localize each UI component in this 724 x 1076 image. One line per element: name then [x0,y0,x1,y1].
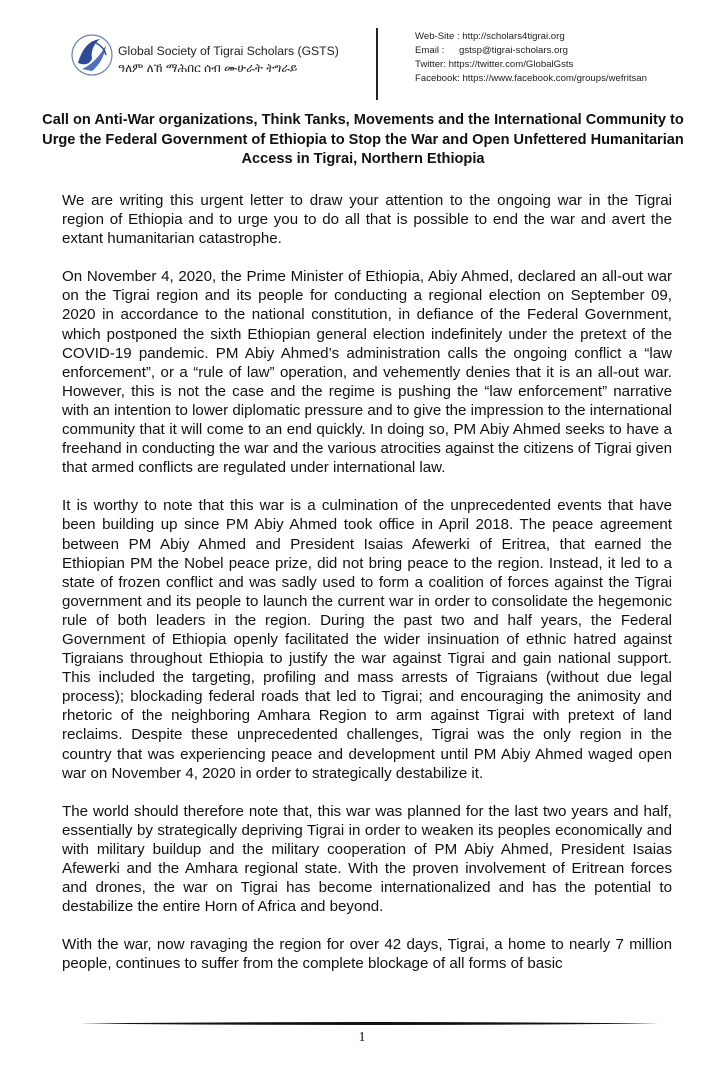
paragraph: On November 4, 2020, the Prime Minister of Ethiopia, Abiy Ahmed, declared an all-out war on the Tigrai region and its people for conducting a regional election on September 09, 2020 in accordance to the national constitution, in defiance of the Federal Government, which postponed the sixth Ethiopian general election indefinitely under the pretext of the COVID-19 pandemic. PM Abiy Ahmed’s administration calls the ongoing conflict a “law enforcement”, or a “rule of law” operation, and vehemently denies that it is an all-out war. However, this is not the case and the regime is pushing the “law enforcement” narrative with an intention to lower diplomatic pressure and to give the impression to the international community that it will come to an end quickly. In doing so, PM Abiy Ahmed seeks to have a freehand in conducting the war and the various atrocities against the citizens of Tigrai given that armed conflicts are regulated under international law. [62,268,672,477]
paragraph: With the war, now ravaging the region for over 42 days, Tigrai, a home to nearly 7 million people, continues to suffer from the complete blockage of all forms of basic [62,936,672,973]
paragraph: The world should therefore note that, this war was planned for the last two years and half, essentially by strategically depriving Tigrai in order to weaken its peoples economically and with military buildup and the military cooperation of PM Abiy Ahmed, President Isaias Afewerki and the Amhara regional state. With the proven involvement of Eritrean forces and drones, the war on Tigrai has become internationalized and has the potential to destabilize the entire Horn of Africa and beyond. [62,802,672,916]
email-value[interactable]: gstsp@tigrai-scholars.org [459,45,568,56]
contact-block [415,30,647,86]
header-divider [376,28,378,100]
org-name-english: Global Society of Tigrai Scholars (GSTS) [118,44,339,58]
paragraph: We are writing this urgent letter to draw your attention to the ongoing war in the Tigrai region of Ethiopia and to urge you to do all that is possible to end the war and avert the extant humanitarian catastrophe. [62,192,672,248]
email-line [415,44,647,58]
twitter-line[interactable]: Twitter: https://twitter.com/GlobalGsts [415,59,574,70]
org-name-tigrinya: ዓለም ለኸ ማሕበር ሰብ ሙሁራት ትግራይ [118,61,298,75]
gsts-globe-logo-icon [70,33,114,77]
page-number: 1 [358,1030,366,1045]
letterhead [0,0,724,100]
letter-body [62,191,672,992]
paragraph: It is worthy to note that this war is a culmination of the unprecedented events that have been building up since PM Abiy Ahmed took office in April 2018. The peace agreement between PM Abiy Ahmed and President Isaias Afewerki of Eritrea, that earned the Ethiopian PM the Nobel peace prize, did not bring peace to the region. Instead, it led to a state of frozen conflict and was sadly used to form a coalition of forces against the Tigrai government and its people to launch the current war in order to consolidate the hegemonic rule of both leaders in the region. During the past two and half years, the Federal Government of Ethiopia openly facilitated the wider insinuation of ethnic hatred against Tigraians throughout Ethiopia to justify the war against Tigrai and gain national support. This included the targeting, profiling and mass arrests of Tigraians (without due legal process); blockading federal roads that led to Tigrai; and encouraging the animosity and rhetoric of the neighboring Amhara Region to arm against Tigrai with pretext of land reclaims. Despite these unprecedented challenges, Tigrai was the only region in the country that was experiencing peace and development until PM Abiy Ahmed waged open war on November 4, 2020 in order to strategically destabilize it. [62,497,672,782]
website-line[interactable]: Web-Site : http://scholars4tigrai.org [415,31,565,42]
footer-rule [80,1021,660,1026]
letter-title: Call on Anti-War organizations, Think Tanks, Movements and the International Community to Urge the Federal Government of Ethiopia to Stop the War and Open Unfettered Humanitarian Access in Tigrai, Northern Ethiopia [42,112,684,167]
email-label: Email : [415,45,445,56]
facebook-line[interactable]: Facebook: https://www.facebook.com/groups/wefritsan [415,73,647,84]
